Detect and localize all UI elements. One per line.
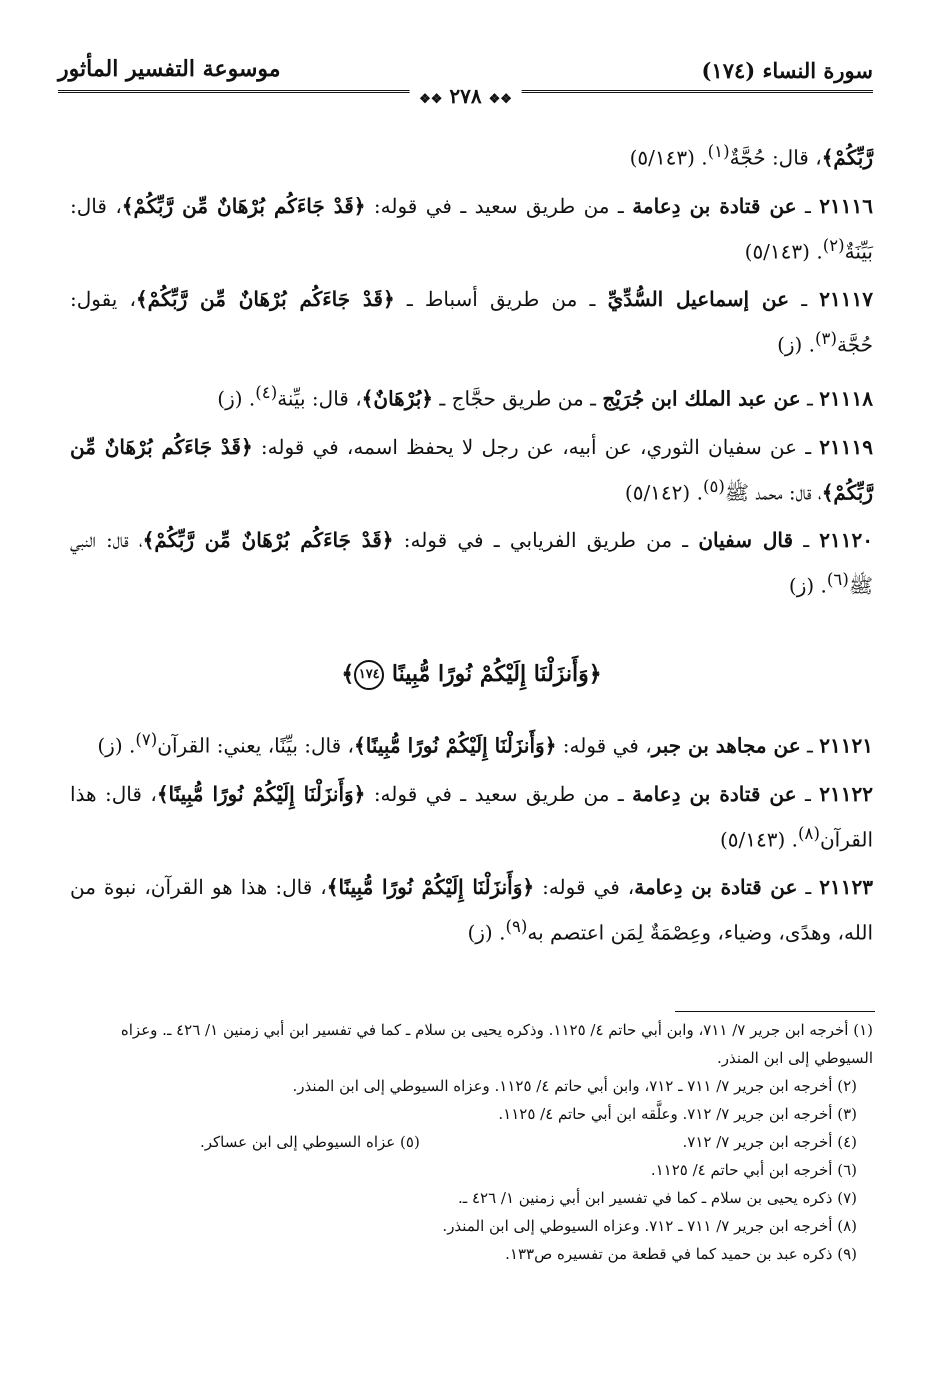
verse-text: ﴿وَأَنزَلْنَا إِلَيْكُمْ نُورًا مُّبِينًا	[391, 660, 602, 687]
narrator: عن قتادة بن دِعامة	[632, 193, 797, 218]
page-number-box	[409, 84, 522, 108]
entry-number: ٢١١١٧	[819, 287, 873, 312]
ornament-icon: ❖❖	[488, 92, 512, 107]
entry-21119: ٢١١١٩ ـ عن سفيان الثوري، عن أبيه، عن رجل لا يحفظ اسمه، في قوله: ﴿قَدْ جَاءَكُم بُرْهَانٌ مِّن رَّبِّكُمْ﴾، قال: محمد ﷺ$^{(٥)}$. (٥/١٤٢)	[70, 434, 873, 505]
footnote-marker: (٤)	[255, 382, 278, 402]
narrator: عن قتادة بن دِعامة	[634, 875, 798, 900]
quran-quote: ﴿قَدْ جَاءَكُم بُرْهَانٌ مِّن رَّبِّكُمْ﴾	[70, 434, 873, 505]
footnote-6: (٦) أخرجه ابن أبي حاتم ٤/ ١١٢٥.	[650, 1161, 857, 1179]
page-header	[58, 40, 873, 118]
narrator: قال سفيان	[698, 528, 794, 553]
verse-heading	[70, 654, 873, 694]
quran-quote: ﴿وَأَنزَلْنَا إِلَيْكُمْ نُورًا مُّبِينًا﴾	[354, 733, 557, 758]
footnote-row	[70, 1128, 873, 1156]
chain-text: ، في قوله:	[556, 733, 652, 758]
chain-text: ـ من طريق سعيد ـ في قوله:	[365, 193, 633, 218]
verse-close: ﴾	[341, 660, 355, 687]
footnote-1: (١) أخرجه ابن جرير ٧/ ٧١١، وابن أبي حاتم ٤/ ١١٢٥. وذكره يحيى بن سلام ـ كما في تفسير ابن أبي زمنين ١/ ٤٢٦ ـ. وعزاه السيوطي إلى ابن المنذر.	[120, 1021, 873, 1067]
entry-continuation	[70, 132, 873, 178]
chain-text: ـ من طريق سعيد ـ في قوله:	[365, 781, 633, 806]
volume-reference: . (٥/١٤٢)	[624, 480, 703, 505]
entry-text: ، يقول: حُجَّة	[70, 287, 873, 357]
quran-quote: رَّبِّكُمْ﴾	[821, 145, 873, 170]
entry-text: ، قال: بيِّنًا، يعني: القرآن	[157, 733, 354, 758]
footnote-marker: (٣)	[815, 329, 837, 349]
volume-reference: . (ز)	[217, 386, 256, 411]
footnote-marker: (٦)	[826, 570, 849, 590]
footnote-marker: (١)	[707, 142, 730, 161]
narrator: عن قتادة بن دِعامة	[632, 781, 797, 806]
entry-21117: ٢١١١٧ ـ عن إسماعيل السُّدِّيِّ ـ من طريق أسباط ـ ﴿قَدْ جَاءَكُم بُرْهَانٌ مِّن رَّبِّكُمْ﴾، يقول: حُجَّة$^{(٣)}$. (ز)	[70, 287, 873, 357]
volume-reference: . (ز)	[788, 573, 827, 598]
entry-21122: ٢١١٢٢ ـ عن قتادة بن دِعامة ـ من طريق سعيد ـ في قوله: ﴿وَأَنزَلْنَا إِلَيْكُمْ نُورًا مُّبِينًا﴾، قال: هذا القرآن$^{(٨)}$. (٥/١٤٣)	[70, 781, 873, 852]
surah-title: سورة النساء (١٧٤)	[701, 58, 873, 83]
footnote-8: (٨) أخرجه ابن جرير ٧/ ٧١١ ـ ٧١٢. وعزاه السيوطي إلى ابن المنذر.	[442, 1217, 857, 1235]
footnote-5: (٥) عزاه السيوطي إلى ابن عساكر.	[200, 1133, 420, 1151]
chain-text: ـ من طريق الفريابي ـ في قوله:	[393, 528, 699, 553]
entry-21123: ٢١١٢٣ ـ عن قتادة بن دِعامة، في قوله: ﴿وَأَنزَلْنَا إِلَيْكُمْ نُورًا مُّبِينًا﴾، قال: هذا هو القرآن، نبوة من الله، وهدًى، وضياء، وعِصْمَةٌ لِمَن اعتصم به$^{(٩)}$. (ز)	[70, 875, 874, 945]
entry-21121: ٢١١٢١ ـ عن مجاهد بن جبر، في قوله: ﴿وَأَنزَلْنَا إِلَيْكُمْ نُورًا مُّبِينًا﴾، قال: بيِّنًا، يعني: القرآن$^{(٧)}$. (ز)	[97, 729, 873, 758]
footnote-marker: (٩)	[505, 917, 528, 937]
narrator: عن إسماعيل السُّدِّيِّ	[607, 287, 790, 312]
entry-text: ، قال: محمد ﷺ	[724, 480, 822, 505]
quran-quote: ﴿وَأَنزَلْنَا إِلَيْكُمْ نُورًا مُّبِينًا﴾	[156, 781, 366, 806]
footnote-9: (٩) ذكره عبد بن حميد كما في قطعة من تفسيره ص١٣٣.	[505, 1245, 857, 1263]
ayah-number-icon: ١٧٤	[354, 660, 384, 690]
chain-text: ، في قوله:	[534, 875, 635, 900]
entry-number: ٢١١٢٢	[819, 781, 873, 806]
chain-text: ـ من طريق حجَّاج ـ	[433, 386, 603, 411]
entry-text: ، قال: بيِّنة	[277, 386, 362, 411]
entry-number: ٢١١٢١	[819, 733, 873, 758]
entry-number: ٢١١١٦	[819, 193, 873, 218]
entry-text: ، قال: حُجَّةٌ	[729, 145, 822, 170]
footnote-marker: (٢)	[822, 235, 845, 255]
volume-reference: . (٥/١٤٣)	[719, 827, 798, 852]
quran-quote: ﴿قَدْ جَاءَكُم بُرْهَانٌ مِّن رَّبِّكُمْ﴾	[135, 287, 395, 312]
quran-quote: ﴿بُرْهَانٌ﴾	[361, 386, 434, 411]
entry-number: ٢١١٢٠	[819, 528, 874, 553]
narrator: عن عبد الملك ابن جُرَيْج	[602, 386, 801, 411]
footnote-divider	[675, 1011, 875, 1012]
entry-21120: ٢١١٢٠ ـ قال سفيان ـ من طريق الفريابي ـ في قوله: ﴿قَدْ جَاءَكُم بُرْهَانٌ مِّن رَّبِّكُمْ﴾، قال: النبي ﷺ$^{(٦)}$. (ز)	[70, 528, 874, 598]
book-title: موسوعة التفسير المأثور	[58, 56, 281, 82]
entry-text: ، قال: هذا القرآن	[70, 781, 873, 852]
quran-quote: ﴿وَأَنزَلْنَا إِلَيْكُمْ نُورًا مُّبِينًا﴾	[326, 875, 535, 900]
main-text	[70, 132, 873, 961]
volume-reference: . (ز)	[777, 332, 816, 357]
footnote-marker: (٨)	[798, 823, 820, 843]
volume-reference: . (ز)	[97, 733, 136, 758]
entry-number: ٢١١١٩	[819, 434, 873, 459]
footnote-7: (٧) ذكره يحيى بن سلام ـ كما في تفسير ابن أبي زمنين ١/ ٤٢٦ ـ.	[458, 1189, 857, 1207]
page-number: ٢٧٨	[449, 84, 482, 108]
quran-quote: ﴿قَدْ جَاءَكُم بُرْهَانٌ مِّن رَّبِّكُمْ﴾	[121, 193, 366, 218]
footnote-4: (٤) أخرجه ابن جرير ٧/ ٧١٢.	[682, 1133, 857, 1151]
footnote-3: (٣) أخرجه ابن جرير ٧/ ٧١٢. وعلَّقه ابن أبي حاتم ٤/ ١١٢٥.	[498, 1105, 857, 1123]
footnote-marker: (٥)	[702, 476, 725, 496]
entry-text: ، قال: بَيِّنَةٌ	[70, 193, 873, 264]
entry-21116: ٢١١١٦ ـ عن قتادة بن دِعامة ـ من طريق سعيد ـ في قوله: ﴿قَدْ جَاءَكُم بُرْهَانٌ مِّن رَّبِّكُمْ﴾، قال: بَيِّنَةٌ$^{(٢)}$. (٥/١٤٣)	[70, 193, 873, 264]
volume-reference: . (٥/١٤٣)	[629, 145, 708, 170]
ornament-icon: ❖❖	[419, 92, 443, 107]
chain-text: عن سفيان الثوري، عن أبيه، عن رجل لا يحفظ اسمه، في قوله:	[252, 434, 798, 459]
footnote-marker: (٧)	[135, 729, 158, 749]
entry-text: ، قال: النبي ﷺ	[70, 528, 873, 598]
entry-21118: ٢١١١٨ ـ عن عبد الملك ابن جُرَيْج ـ من طريق حجَّاج ـ ﴿بُرْهَانٌ﴾، قال: بيِّنة$^{(٤)}$. (ز)	[217, 382, 873, 411]
chain-text: ـ من طريق أسباط ـ	[394, 287, 608, 312]
quran-quote: ﴿قَدْ جَاءَكُم بُرْهَانٌ مِّن رَّبِّكُمْ﴾	[142, 528, 394, 553]
volume-reference: . (٥/١٤٣)	[744, 239, 823, 264]
footnote-2: (٢) أخرجه ابن جرير ٧/ ٧١١ ـ ٧١٢، وابن أبي حاتم ٤/ ١١٢٥. وعزاه السيوطي إلى ابن المنذر.	[292, 1077, 857, 1095]
footnotes	[70, 1016, 873, 1268]
narrator: عن مجاهد بن جبر	[651, 733, 801, 758]
volume-reference: . (ز)	[467, 920, 506, 945]
entry-number: ٢١١٢٣	[819, 875, 874, 900]
entry-text: ، قال: هذا هو القرآن، نبوة من الله، وهدًى، وضياء، وعِصْمَةٌ لِمَن اعتصم به	[70, 875, 873, 945]
entry-number: ٢١١١٨	[819, 386, 873, 411]
